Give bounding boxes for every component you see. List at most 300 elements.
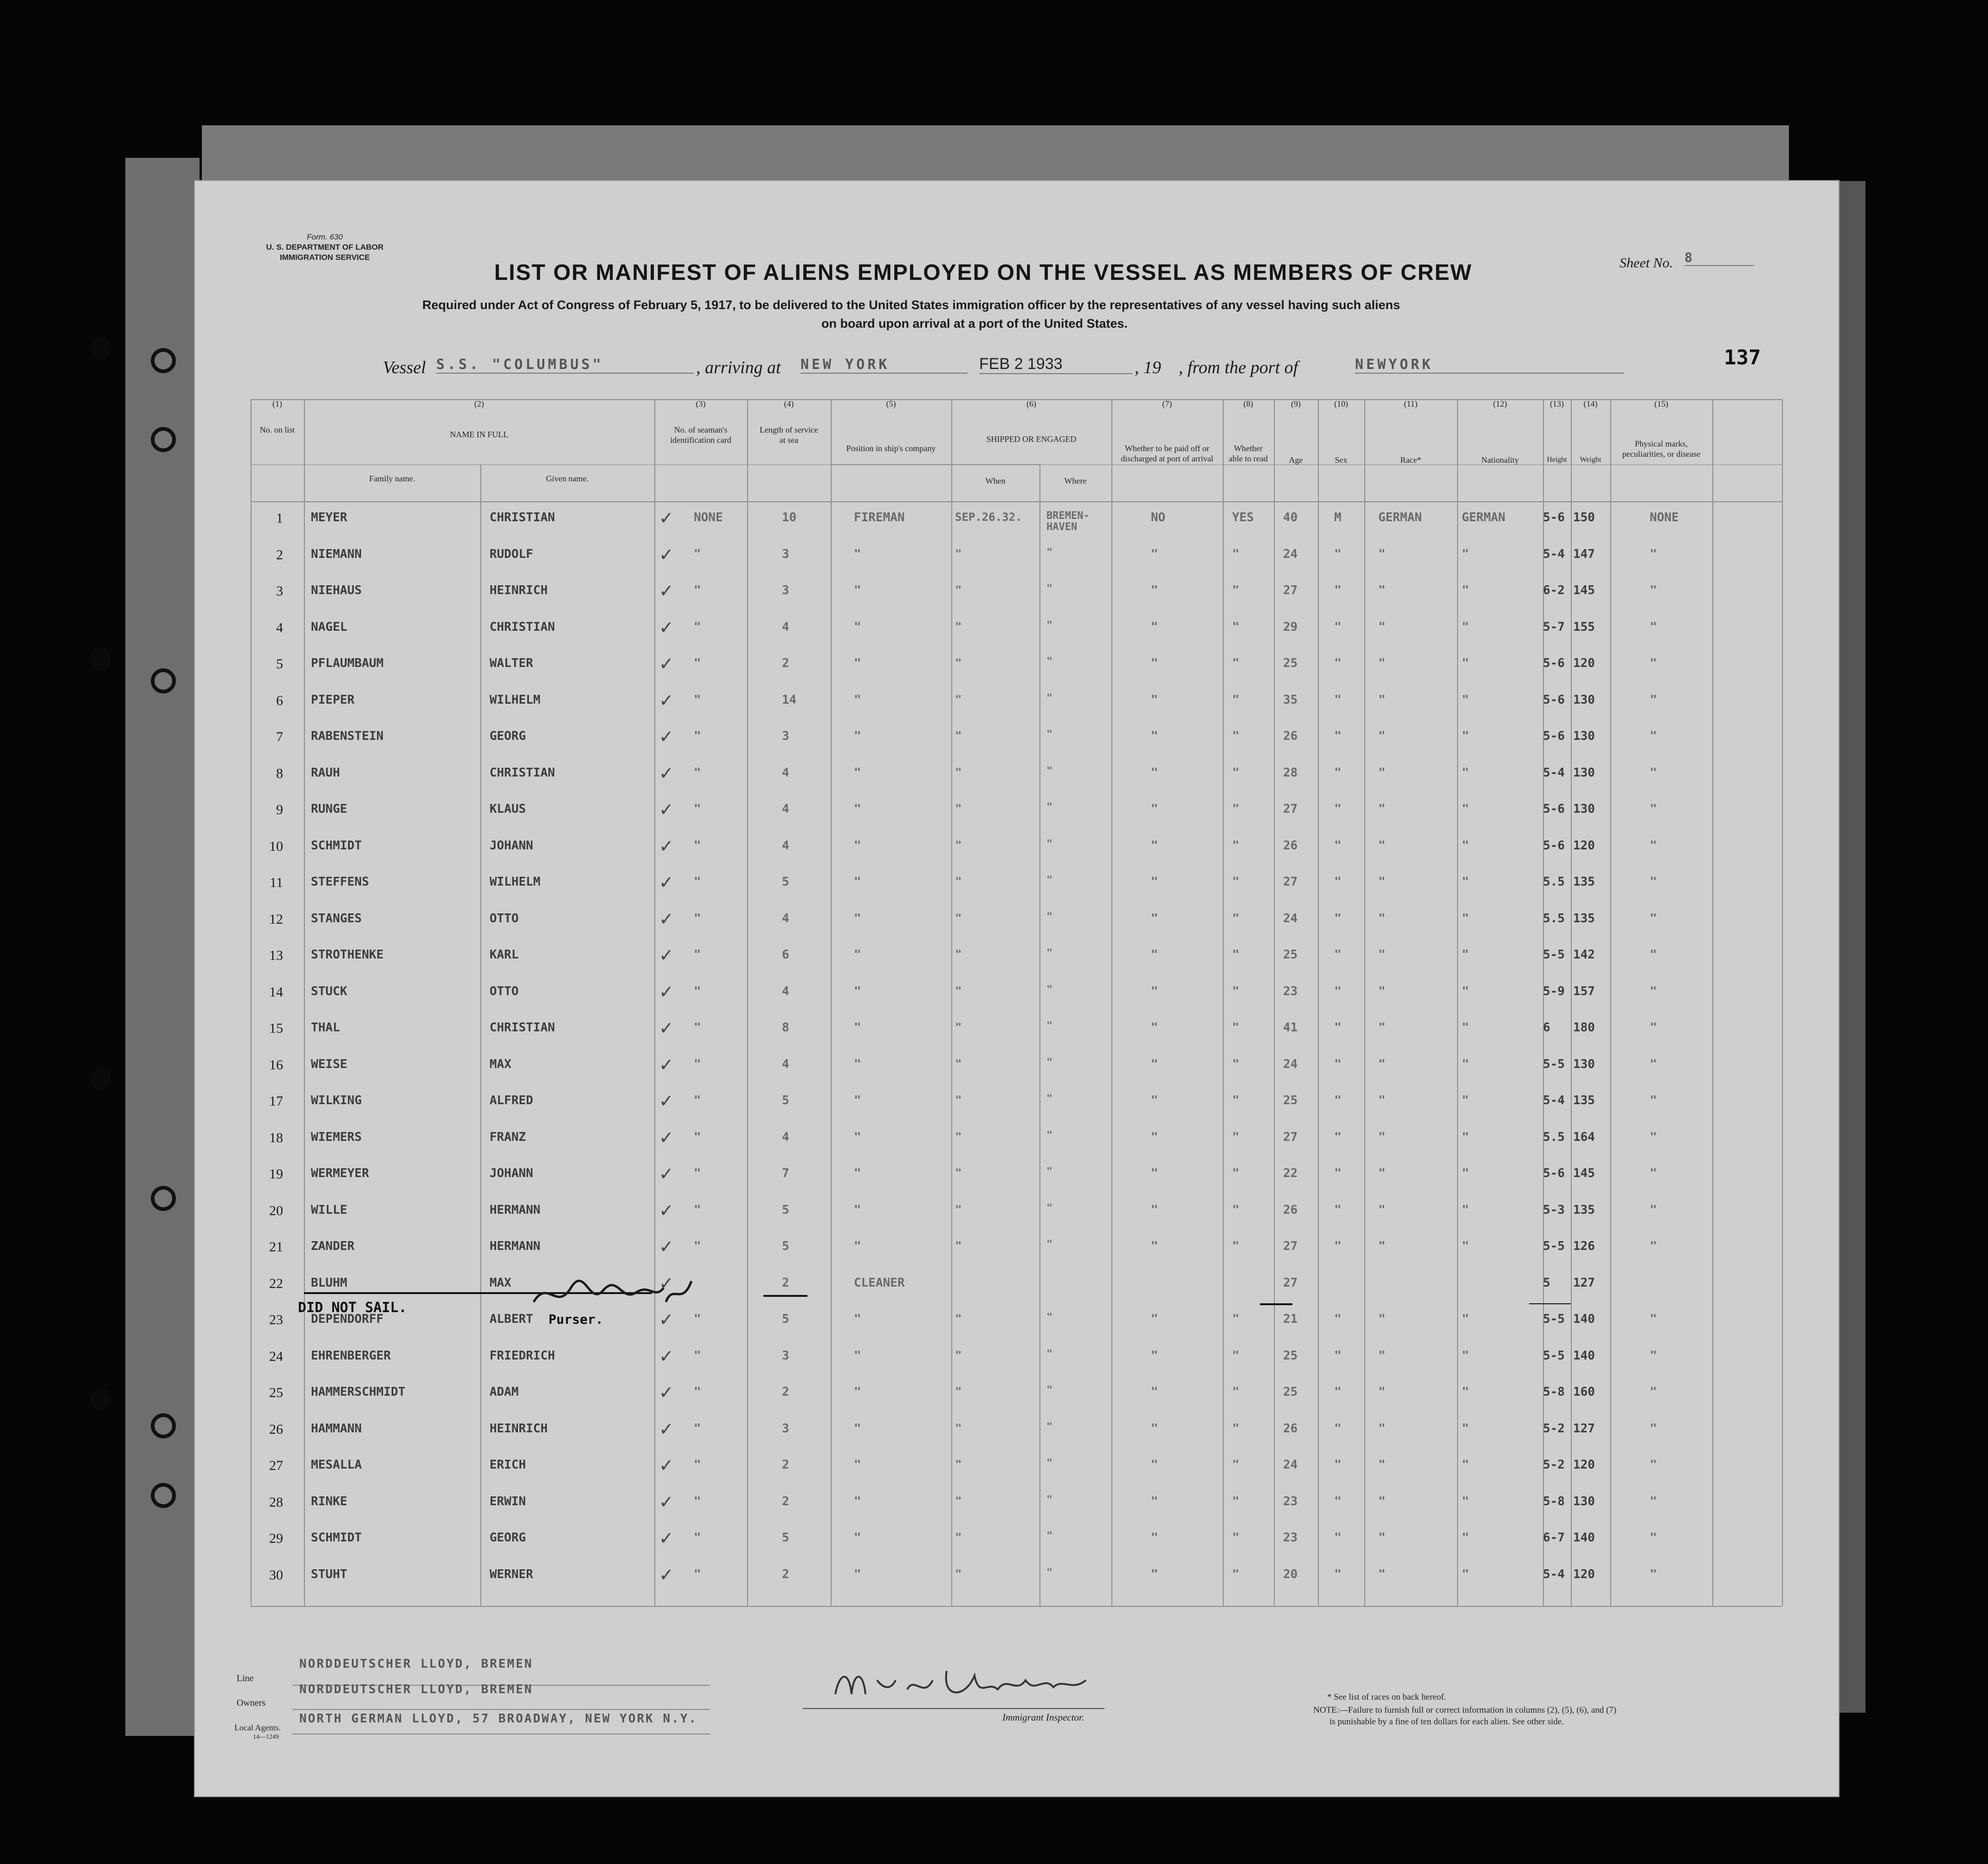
sex-value: " [1334,1239,1342,1253]
table-row [195,1130,1839,1167]
weight-value: 120 [1573,1458,1595,1472]
age-value: 27 [1283,1130,1298,1144]
table-bottom-rule [251,1606,1782,1607]
nationality-value: " [1462,875,1469,889]
weight-value: 130 [1573,693,1595,707]
given-name: MAX [490,1275,511,1290]
when-value: " [955,984,962,997]
table-row [195,1276,1839,1313]
table-row [195,1312,1839,1349]
given-name: JOHANN [490,1166,533,1180]
race-value: " [1378,765,1386,780]
arriving-label: , arriving at [696,358,781,377]
when-value: " [955,1348,962,1362]
table-row [195,1385,1839,1422]
col-num: (14) [1583,399,1598,408]
weight-value: 135 [1573,875,1595,889]
weight-value: 150 [1573,511,1595,524]
age-value: 40 [1283,511,1298,524]
id-card-value: " [694,1567,701,1581]
col-num: (7) [1162,399,1172,408]
where-value: " [1046,984,1053,996]
race-value: " [1378,1239,1386,1253]
table-row [195,1531,1839,1567]
position-value: " [854,1458,861,1472]
family-name: PFLAUMBAUM [311,656,384,670]
when-value: " [955,620,962,633]
sex-value: " [1334,1057,1342,1071]
table-row [195,729,1839,766]
row-number: 21 [269,1239,283,1255]
when-value: " [955,1239,962,1252]
weight-value: 145 [1573,583,1595,597]
weight-value: 135 [1573,1203,1595,1217]
id-card-value: " [694,1239,701,1253]
where-value: " [1046,1166,1053,1178]
given-name: WERNER [490,1567,533,1581]
given-name: GEORG [490,1531,526,1545]
where-value: " [1046,1421,1053,1433]
id-card-value: " [694,1385,701,1399]
race-value: " [1378,875,1386,889]
header-name-in-full: NAME IN FULL [450,430,509,439]
length-service-value: 5 [782,1094,789,1107]
agents-label: Local Agents. [234,1723,281,1732]
able-read-value: " [1232,765,1239,780]
weight-value: 145 [1573,1166,1595,1180]
penalty-note-2: is punishable by a fine of ten dollars for each alien. See other side. [1330,1717,1564,1727]
length-service-value: 5 [782,875,789,889]
physical-marks-value: " [1650,1239,1657,1253]
where-value: " [1046,1056,1053,1068]
sex-value: " [1334,984,1342,998]
family-name: STEFFENS [311,875,369,889]
row-number: 26 [269,1421,283,1437]
checkmark-icon: ✓ [659,1201,674,1221]
physical-marks-value: " [1650,1531,1657,1545]
sex-value: " [1334,911,1342,926]
where-value: " [1046,1566,1053,1579]
given-name: HERMANN [490,1239,541,1253]
owners-value: NORDDEUTSCHER LLOYD, BREMEN [299,1683,533,1696]
length-service-value: 2 [782,1567,789,1581]
position-value: " [854,984,861,998]
paid-off-value: " [1151,693,1158,707]
given-name: WILHELM [490,693,541,707]
checkmark-icon: ✓ [659,836,674,856]
row-number: 13 [269,948,283,963]
sex-value: " [1334,1494,1342,1508]
paid-off-value: " [1151,838,1158,853]
age-value: 27 [1283,802,1298,816]
family-name: MESALLA [311,1458,362,1472]
header-id-card: No. of seaman's identification card [670,425,731,445]
paid-off-value: " [1151,1421,1158,1436]
physical-marks-value: " [1650,1312,1657,1326]
when-value: " [955,693,962,706]
height-value: 5-3 [1543,1203,1565,1217]
sex-value: " [1334,1348,1342,1363]
nationality-value: " [1462,984,1469,998]
race-value: " [1378,1348,1386,1363]
height-value: 5-6 [1543,802,1565,816]
position-value: " [854,656,861,670]
position-value: " [854,583,861,597]
checkmark-icon: ✓ [659,509,674,528]
weight-value: 147 [1573,547,1595,561]
able-read-value: " [1232,1094,1239,1107]
height-value: 5.5 [1543,1130,1565,1144]
nationality-value: " [1462,1057,1469,1071]
checkmark-icon: ✓ [659,1529,674,1548]
family-name: RINKE [311,1494,348,1508]
id-card-value: " [694,984,701,998]
age-value: 25 [1283,1348,1298,1363]
header-family-name: Family name. [369,474,415,483]
arriving-port: NEW YORK [800,356,968,374]
nationality-value: " [1462,1312,1469,1326]
weight-value: 130 [1573,729,1595,743]
table-row [195,1057,1839,1094]
checkmark-icon: ✓ [659,1492,674,1512]
agents-rule [292,1734,710,1735]
nationality-value: " [1462,693,1469,707]
age-value: 25 [1283,1094,1298,1107]
given-name: MAX [490,1057,511,1071]
nationality-value: " [1462,1385,1469,1399]
position-value: " [854,1421,861,1436]
length-service-value: 3 [782,729,789,743]
paid-off-value: " [1151,1130,1158,1144]
race-value: " [1378,1057,1386,1071]
nationality-value: " [1462,1348,1469,1363]
table-row [195,984,1839,1021]
position-value: " [854,729,861,743]
id-card-value: " [694,729,701,743]
header-race: Race* [1400,455,1421,465]
id-card-value: " [694,656,701,670]
sex-value: M [1334,511,1342,524]
position-value: " [854,1166,861,1180]
sex-value: " [1334,1567,1342,1581]
length-service-value: 14 [782,693,797,707]
table-row [195,511,1839,547]
inspector-signature [826,1662,1104,1713]
when-value: SEP.26.32. [955,511,1022,524]
checkmark-icon: ✓ [659,1346,674,1366]
age-value: 35 [1283,693,1298,707]
row-number: 15 [269,1021,283,1036]
height-value: 5-5 [1543,948,1565,962]
given-name: CHRISTIAN [490,620,555,634]
col-num: (15) [1654,399,1668,408]
binder-ring [151,668,176,693]
family-name: MEYER [311,511,348,524]
paid-off-value: " [1151,547,1158,561]
weight-value: 130 [1573,765,1595,780]
nationality-value: " [1462,1421,1469,1436]
checkmark-icon: ✓ [659,1274,674,1294]
sex-value: " [1334,1021,1342,1035]
header-given-name: Given name. [546,474,589,483]
where-value: BREMEN-HAVEN [1046,510,1090,533]
physical-marks-value: " [1650,693,1657,707]
physical-marks-value: " [1650,984,1657,998]
physical-marks-value: " [1650,948,1657,962]
age-value: 26 [1283,729,1298,743]
binder-hole [90,1068,111,1091]
row-number: 23 [269,1312,283,1327]
vessel-label: Vessel [383,358,426,377]
owners-rule [292,1709,710,1710]
form-header [255,232,394,263]
able-read-value: " [1232,1130,1239,1144]
able-read-value: YES [1232,511,1254,524]
paid-off-value: " [1151,729,1158,743]
race-value: " [1378,838,1386,853]
position-value: " [854,911,861,926]
row-number: 9 [276,802,283,817]
length-service-value: 5 [782,1203,789,1217]
where-value: " [1046,619,1053,631]
header-length-service: Length of service at sea [760,425,818,445]
physical-marks-value: " [1650,1458,1657,1472]
paid-off-value: " [1151,1531,1158,1545]
when-value: " [955,838,962,852]
from-label: , from the port of [1179,358,1298,377]
when-value: " [955,729,962,742]
where-value: " [1046,802,1053,813]
height-value: 6-2 [1543,583,1565,597]
header-height: Height [1547,456,1567,464]
given-name: ALBERT [490,1312,533,1326]
age-value: 26 [1283,1203,1298,1217]
sex-value: " [1334,1312,1342,1326]
sex-value: " [1334,838,1342,853]
paid-off-value: " [1151,1021,1158,1035]
height-value: 5-5 [1543,1348,1565,1363]
race-value: " [1378,1494,1386,1508]
service-name: IMMIGRATION SERVICE [280,253,370,262]
family-name: STANGES [311,911,362,926]
height-value: 5-7 [1543,620,1565,634]
checkmark-icon: ✓ [659,1055,674,1075]
row-number: 8 [276,765,283,781]
nationality-value: " [1462,583,1469,597]
race-value: " [1378,1021,1386,1035]
weight-value: 155 [1573,620,1595,634]
physical-marks-value: " [1650,802,1657,816]
when-value: " [955,1312,962,1325]
able-read-value: " [1232,838,1239,853]
paid-off-value: " [1151,1458,1158,1472]
physical-marks-value: " [1650,547,1657,561]
able-read-value: " [1232,1239,1239,1253]
nationality-value: " [1462,1021,1469,1035]
year-label: , 19 [1135,358,1161,377]
position-value: " [854,875,861,889]
weight-value: 135 [1573,911,1595,926]
position-value: " [854,1021,861,1035]
nationality-value: " [1462,1567,1469,1581]
physical-marks-value: " [1650,1130,1657,1144]
weight-value: 160 [1573,1385,1595,1399]
able-read-value: " [1232,1385,1239,1399]
sex-value: " [1334,1094,1342,1107]
page-title: LIST OR MANIFEST OF ALIENS EMPLOYED ON THE VESSEL AS MEMBERS OF CREW [494,260,1472,285]
where-value: " [1046,838,1053,850]
given-name: FRANZ [490,1130,526,1144]
id-card-value: " [694,802,701,816]
when-value: " [955,911,962,925]
age-value: 24 [1283,547,1298,561]
position-value: " [854,1567,861,1581]
able-read-value: " [1232,1057,1239,1071]
table-row [195,1419,1839,1458]
given-name: KARL [490,948,519,962]
sex-value: " [1334,1385,1342,1399]
age-value: 25 [1283,1385,1298,1399]
nationality-value: GERMAN [1462,511,1505,524]
height-value: 5-6 [1543,511,1565,524]
given-name: FRIEDRICH [490,1348,555,1363]
age-value: 21 [1283,1312,1298,1326]
nationality-value: " [1462,838,1469,853]
when-value: " [955,1567,962,1580]
position-value: " [854,765,861,780]
sex-value: " [1334,1203,1342,1217]
where-value: " [1046,1093,1053,1105]
weight-value: 130 [1573,1494,1595,1508]
line-label: Line [237,1673,254,1683]
able-read-value: " [1232,948,1239,962]
table-row [195,1239,1839,1276]
family-name: SCHMIDT [311,838,362,853]
race-value: " [1378,1203,1386,1217]
nationality-value: " [1462,1239,1469,1253]
height-value: 5-4 [1543,765,1565,780]
table-row [195,1458,1839,1495]
subtitle-line-1: Required under Act of Congress of February 5, 1917, to be delivered to the United States immigration officer by the representatives of any vessel having such aliens [422,298,1401,312]
paid-off-value: " [1151,1094,1158,1107]
nationality-value: " [1462,547,1469,561]
checkmark-icon: ✓ [659,1237,674,1257]
weight-value: 140 [1573,1312,1595,1326]
given-name: JOHANN [490,838,533,853]
row-number: 14 [269,984,283,1000]
checkmark-icon: ✓ [659,982,674,1002]
position-value: " [854,1312,861,1326]
id-card-value: " [694,1130,701,1144]
height-value: 5-2 [1543,1421,1565,1436]
age-value: 23 [1283,984,1298,998]
height-value: 6-7 [1543,1531,1565,1545]
length-service-value: 6 [782,948,789,962]
paid-off-value: " [1151,1567,1158,1581]
when-value: " [955,765,962,779]
family-name: STUHT [311,1567,348,1581]
given-name: GEORG [490,729,526,743]
family-name: WERMEYER [311,1166,369,1180]
table-row [195,948,1839,984]
given-name: KLAUS [490,802,526,816]
col-num: (2) [474,399,484,408]
id-card-value: " [694,1421,701,1436]
position-value: " [854,547,861,561]
row-number: 30 [269,1567,283,1583]
age-value: 20 [1283,1567,1298,1581]
subtitle-line-2: on board upon arrival at a port of the United States. [821,317,1128,330]
header-position: Position in ship's company [846,444,936,453]
id-card-value: " [694,1057,701,1071]
position-value: " [854,1203,861,1217]
able-read-value: " [1232,547,1239,561]
weight-value: 120 [1573,656,1595,670]
age-value: 26 [1283,838,1298,853]
table-row [195,1492,1839,1531]
col-num: (8) [1243,399,1253,408]
row-number: 7 [276,729,283,744]
vessel-name: S.S. "COLUMBUS" [436,356,694,374]
length-service-value: 4 [782,911,789,926]
physical-marks-value: " [1650,656,1657,670]
physical-marks-value: " [1650,583,1657,597]
family-name: THAL [311,1021,340,1035]
age-value: 29 [1283,620,1298,634]
when-value: " [955,1458,962,1471]
length-service-value: 2 [782,656,789,670]
race-value: GERMAN [1378,511,1422,524]
able-read-value: " [1232,1203,1239,1217]
page-number: 137 [1724,346,1761,369]
physical-marks-value: " [1650,1057,1657,1071]
when-value: " [955,1385,962,1398]
paid-off-value: " [1151,1385,1158,1399]
height-value: 5-8 [1543,1385,1565,1399]
age-value: 27 [1283,1239,1298,1253]
row-number: 16 [269,1057,283,1073]
height-value: 5-9 [1543,984,1565,998]
id-card-value: " [694,583,701,597]
able-read-value: " [1232,1348,1239,1363]
position-value: " [854,1385,861,1399]
sex-value: " [1334,620,1342,634]
where-value: " [1046,1202,1053,1214]
nationality-value: " [1462,656,1469,670]
row-number: 22 [269,1275,283,1291]
checkmark-icon: ✓ [659,1128,674,1148]
family-name: SCHMIDT [311,1531,362,1545]
row-number: 2 [276,547,283,563]
able-read-value: " [1232,1421,1239,1436]
race-value: " [1378,1094,1386,1107]
col-num: (5) [886,399,896,408]
id-card-value: " [694,911,701,926]
row-number: 27 [269,1458,283,1473]
age-value: 26 [1283,1421,1298,1436]
given-name: CHRISTIAN [490,1021,555,1035]
race-value: " [1378,911,1386,926]
length-service-value: 8 [782,1021,789,1035]
age-value: 41 [1283,1021,1298,1035]
physical-marks-value: " [1650,1385,1657,1399]
where-value: " [1046,656,1053,667]
row-number: 18 [269,1130,283,1146]
strike-line [1529,1303,1571,1304]
where-value: " [1046,1239,1053,1250]
nationality-value: " [1462,802,1469,816]
age-value: 25 [1283,656,1298,670]
